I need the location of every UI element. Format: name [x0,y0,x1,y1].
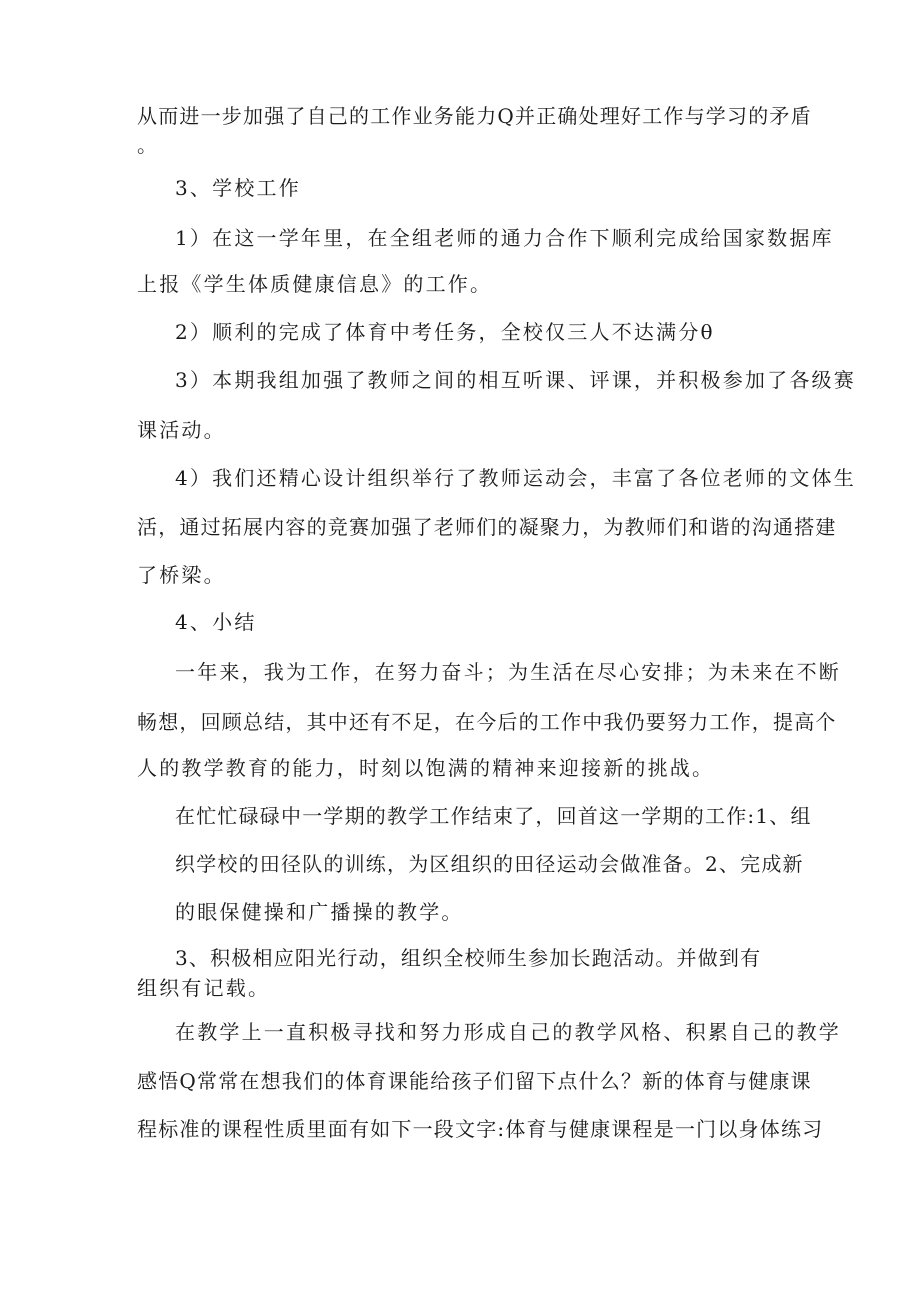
section-heading: 4、小结 [175,610,257,634]
paragraph-line: 织学校的田径队的训练，为区组织的田径运动会做准备。2、完成新 [175,852,804,876]
paragraph-line: 。 [137,133,160,157]
paragraph-line: 程标准的课程性质里面有如下一段文字:体育与健康课程是一门以身体练习 [137,1117,824,1141]
paragraph-line: 3、积极相应阳光行动，组织全校师生参加长跑活动。并做到有 [175,946,762,970]
paragraph-line: 的眼保健操和广播操的教学。 [175,900,464,924]
paragraph-line: 课活动。 [137,418,226,442]
paragraph-line: 从而进一步加强了自己的工作业务能力Q并正确处理好工作与学习的矛盾 [137,104,812,128]
paragraph-line: 2）顺利的完成了体育中考任务，全校仅三人不达满分θ [175,320,715,344]
paragraph-line: 了桥梁。 [137,563,226,587]
paragraph-line: 人的教学教育的能力，时刻以饱满的精神来迎接新的挑战。 [137,756,715,780]
paragraph-line: 1）在这一学年里，在全组老师的通力合作下顺利完成给国家数据库 [175,226,834,250]
paragraph-line: 在忙忙碌碌中一学期的教学工作结束了，回首这一学期的工作:1、组 [175,804,812,828]
paragraph-line: 一年来，我为工作，在努力奋斗；为生活在尽心安排；为未来在不断 [175,660,841,684]
paragraph-line: 上报《学生体质健康信息》的工作。 [137,272,493,296]
paragraph-line: 组织有记载。 [137,976,271,1000]
paragraph-line: 在教学上一直积极寻找和努力形成自己的教学风格、积累自己的教学 [175,1020,841,1044]
section-heading: 3、学校工作 [175,176,301,200]
paragraph-line: 3）本期我组加强了教师之间的相互听课、评课，并积极参加了各级赛 [175,368,856,392]
paragraph-line: 畅想，回顾总结，其中还有不足，在今后的工作中我仍要努力工作，提高个 [137,710,837,734]
paragraph-line: 感悟Q常常在想我们的体育课能给孩子们留下点什么？新的体育与健康课 [137,1069,812,1093]
paragraph-line: 4）我们还精心设计组织举行了教师运动会，丰富了各位老师的文体生 [175,466,856,490]
paragraph-line: 活，通过拓展内容的竞赛加强了老师们的凝聚力，为教师们和谐的沟通搭建 [137,515,837,539]
